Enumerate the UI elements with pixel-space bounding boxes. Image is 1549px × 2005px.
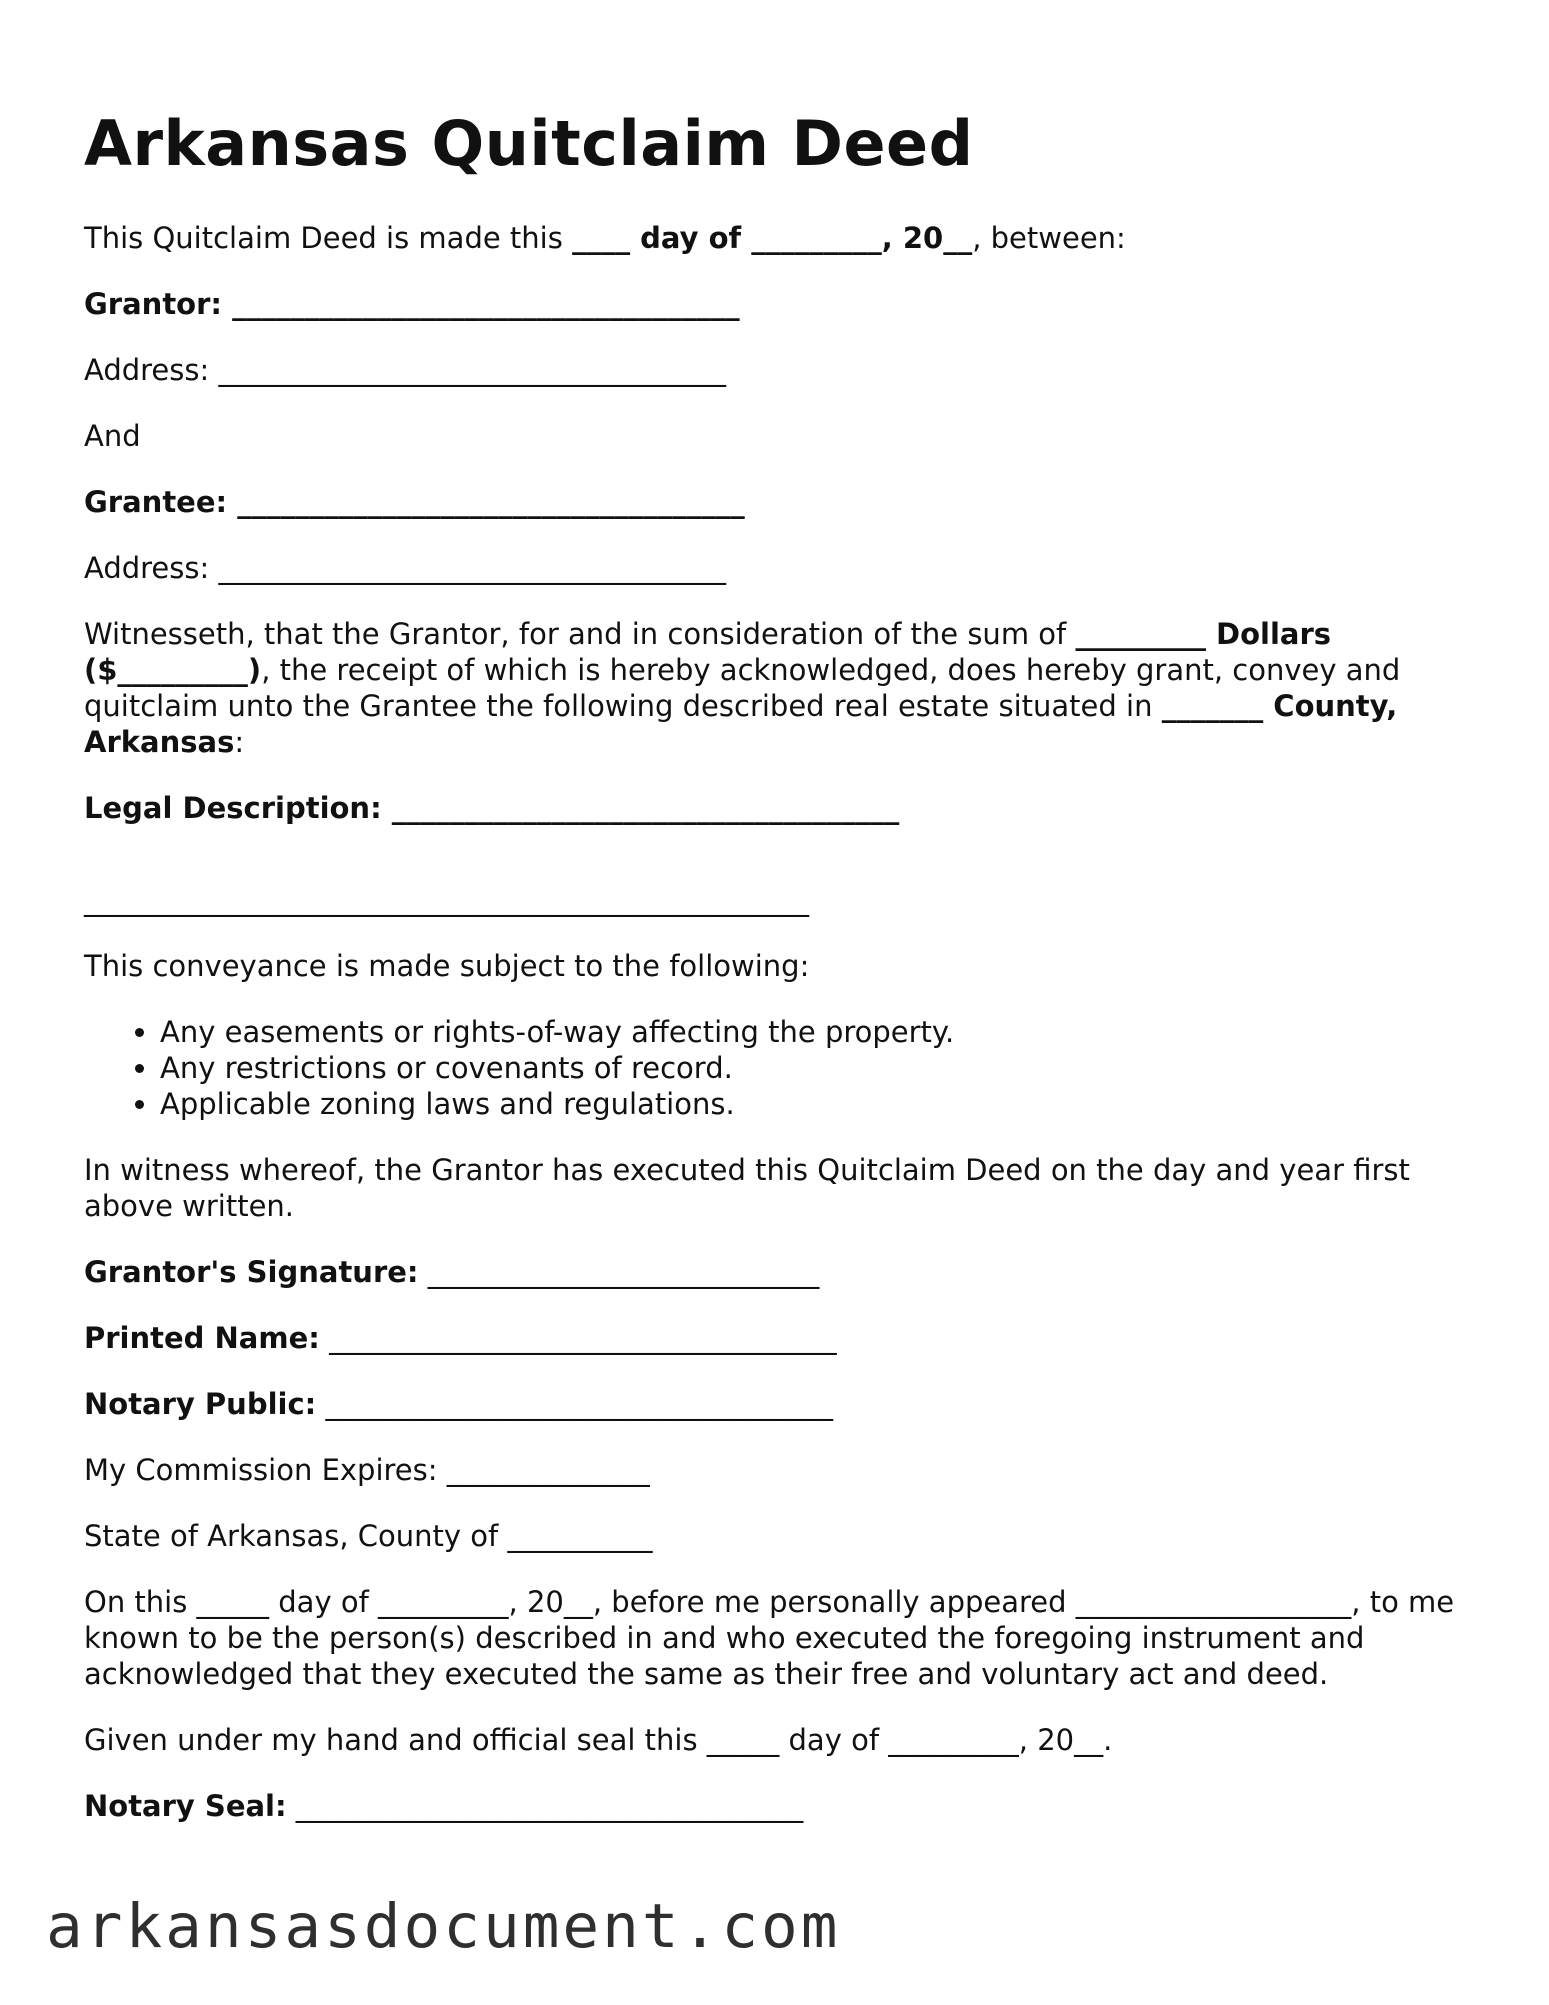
witnesseth-text-1: Witnesseth, that the Grantor, for and in consideration of the sum of	[84, 617, 1076, 651]
notary-seal-line	[84, 1788, 1484, 1824]
grantor-signature-label: Grantor's Signature:	[84, 1255, 419, 1289]
intro-date-blank: ____ day of _________, 20__	[572, 221, 973, 255]
dollars-blank: _________ Dollars ($_________)	[84, 617, 1342, 687]
grantee-line	[84, 484, 1484, 520]
intro-between: , between:	[972, 221, 1126, 255]
condition-item: • Any restrictions or covenants of record.	[160, 1050, 1484, 1086]
witnesseth-text-3: :	[234, 725, 245, 759]
county-blank: _______ County, Arkansas	[84, 689, 1408, 759]
grantor-line	[84, 286, 1484, 322]
grantee-address-blank: ___________________________________	[209, 551, 726, 585]
intro-paragraph	[84, 220, 1484, 256]
grantor-signature-blank: ___________________________	[418, 1255, 820, 1289]
condition-item: • Applicable zoning laws and regulations.	[160, 1086, 1484, 1122]
grantee-address-line	[84, 550, 1484, 586]
legal-description-blank: ___________________________________	[381, 791, 900, 825]
grantor-address-blank: ___________________________________	[209, 353, 726, 387]
grantee-address-label: Address:	[84, 551, 210, 585]
printed-name-line	[84, 1320, 1484, 1356]
legal-description-label: Legal Description:	[84, 791, 382, 825]
deed-document	[84, 104, 1484, 1854]
printed-name-label: Printed Name:	[84, 1321, 320, 1355]
and-text: And	[84, 419, 141, 453]
grantor-signature-line	[84, 1254, 1484, 1290]
legal-description-line	[84, 790, 1484, 826]
in-witness-paragraph: In witness whereof, the Grantor has executed this Quitclaim Deed on the day and year first above written.	[84, 1153, 1420, 1223]
document-title: Arkansas Quitclaim Deed	[84, 107, 974, 180]
grantee-label: Grantee:	[84, 485, 228, 519]
conditions-list	[84, 1014, 1484, 1122]
notary-public-line	[84, 1386, 1484, 1422]
acknowledgment-paragraph: On this _____ day of _________, 20__, before me personally appeared ___________________, to me known to be the person(s) described in and who executed the foregoing instrument and acknowledged that they executed the same as their free and voluntary act and deed.	[84, 1585, 1464, 1691]
grantor-address-label: Address:	[84, 353, 210, 387]
printed-name-blank: ___________________________________	[319, 1321, 837, 1355]
state-county-line: State of Arkansas, County of __________	[84, 1519, 653, 1553]
grantor-address-line	[84, 352, 1484, 388]
intro-text: This Quitclaim Deed is made this	[84, 221, 573, 255]
given-under-paragraph: Given under my hand and official seal this _____ day of _________, 20__.	[84, 1723, 1113, 1757]
subject-intro: This conveyance is made subject to the following:	[84, 949, 810, 983]
legal-description-continuation: __________________________________________________	[84, 883, 809, 917]
notary-seal-blank: ___________________________________	[286, 1789, 804, 1823]
witnesseth-text-2: , the receipt of which is hereby acknowledged, does hereby grant, convey and quitclaim unto the Grantee the following described real estate situated in	[84, 653, 1410, 723]
site-watermark: arkansasdocument.com	[46, 1891, 841, 1962]
notary-seal-label: Notary Seal:	[84, 1789, 287, 1823]
notary-public-blank: ___________________________________	[316, 1387, 833, 1421]
condition-item: • Any easements or rights-of-way affecting the property.	[160, 1014, 1484, 1050]
notary-public-label: Notary Public:	[84, 1387, 317, 1421]
witnesseth-paragraph	[84, 616, 1484, 760]
grantee-blank: ___________________________________	[227, 485, 745, 519]
grantor-label: Grantor:	[84, 287, 223, 321]
grantor-blank: ___________________________________	[222, 287, 740, 321]
commission-expires-line: My Commission Expires: ______________	[84, 1453, 650, 1487]
